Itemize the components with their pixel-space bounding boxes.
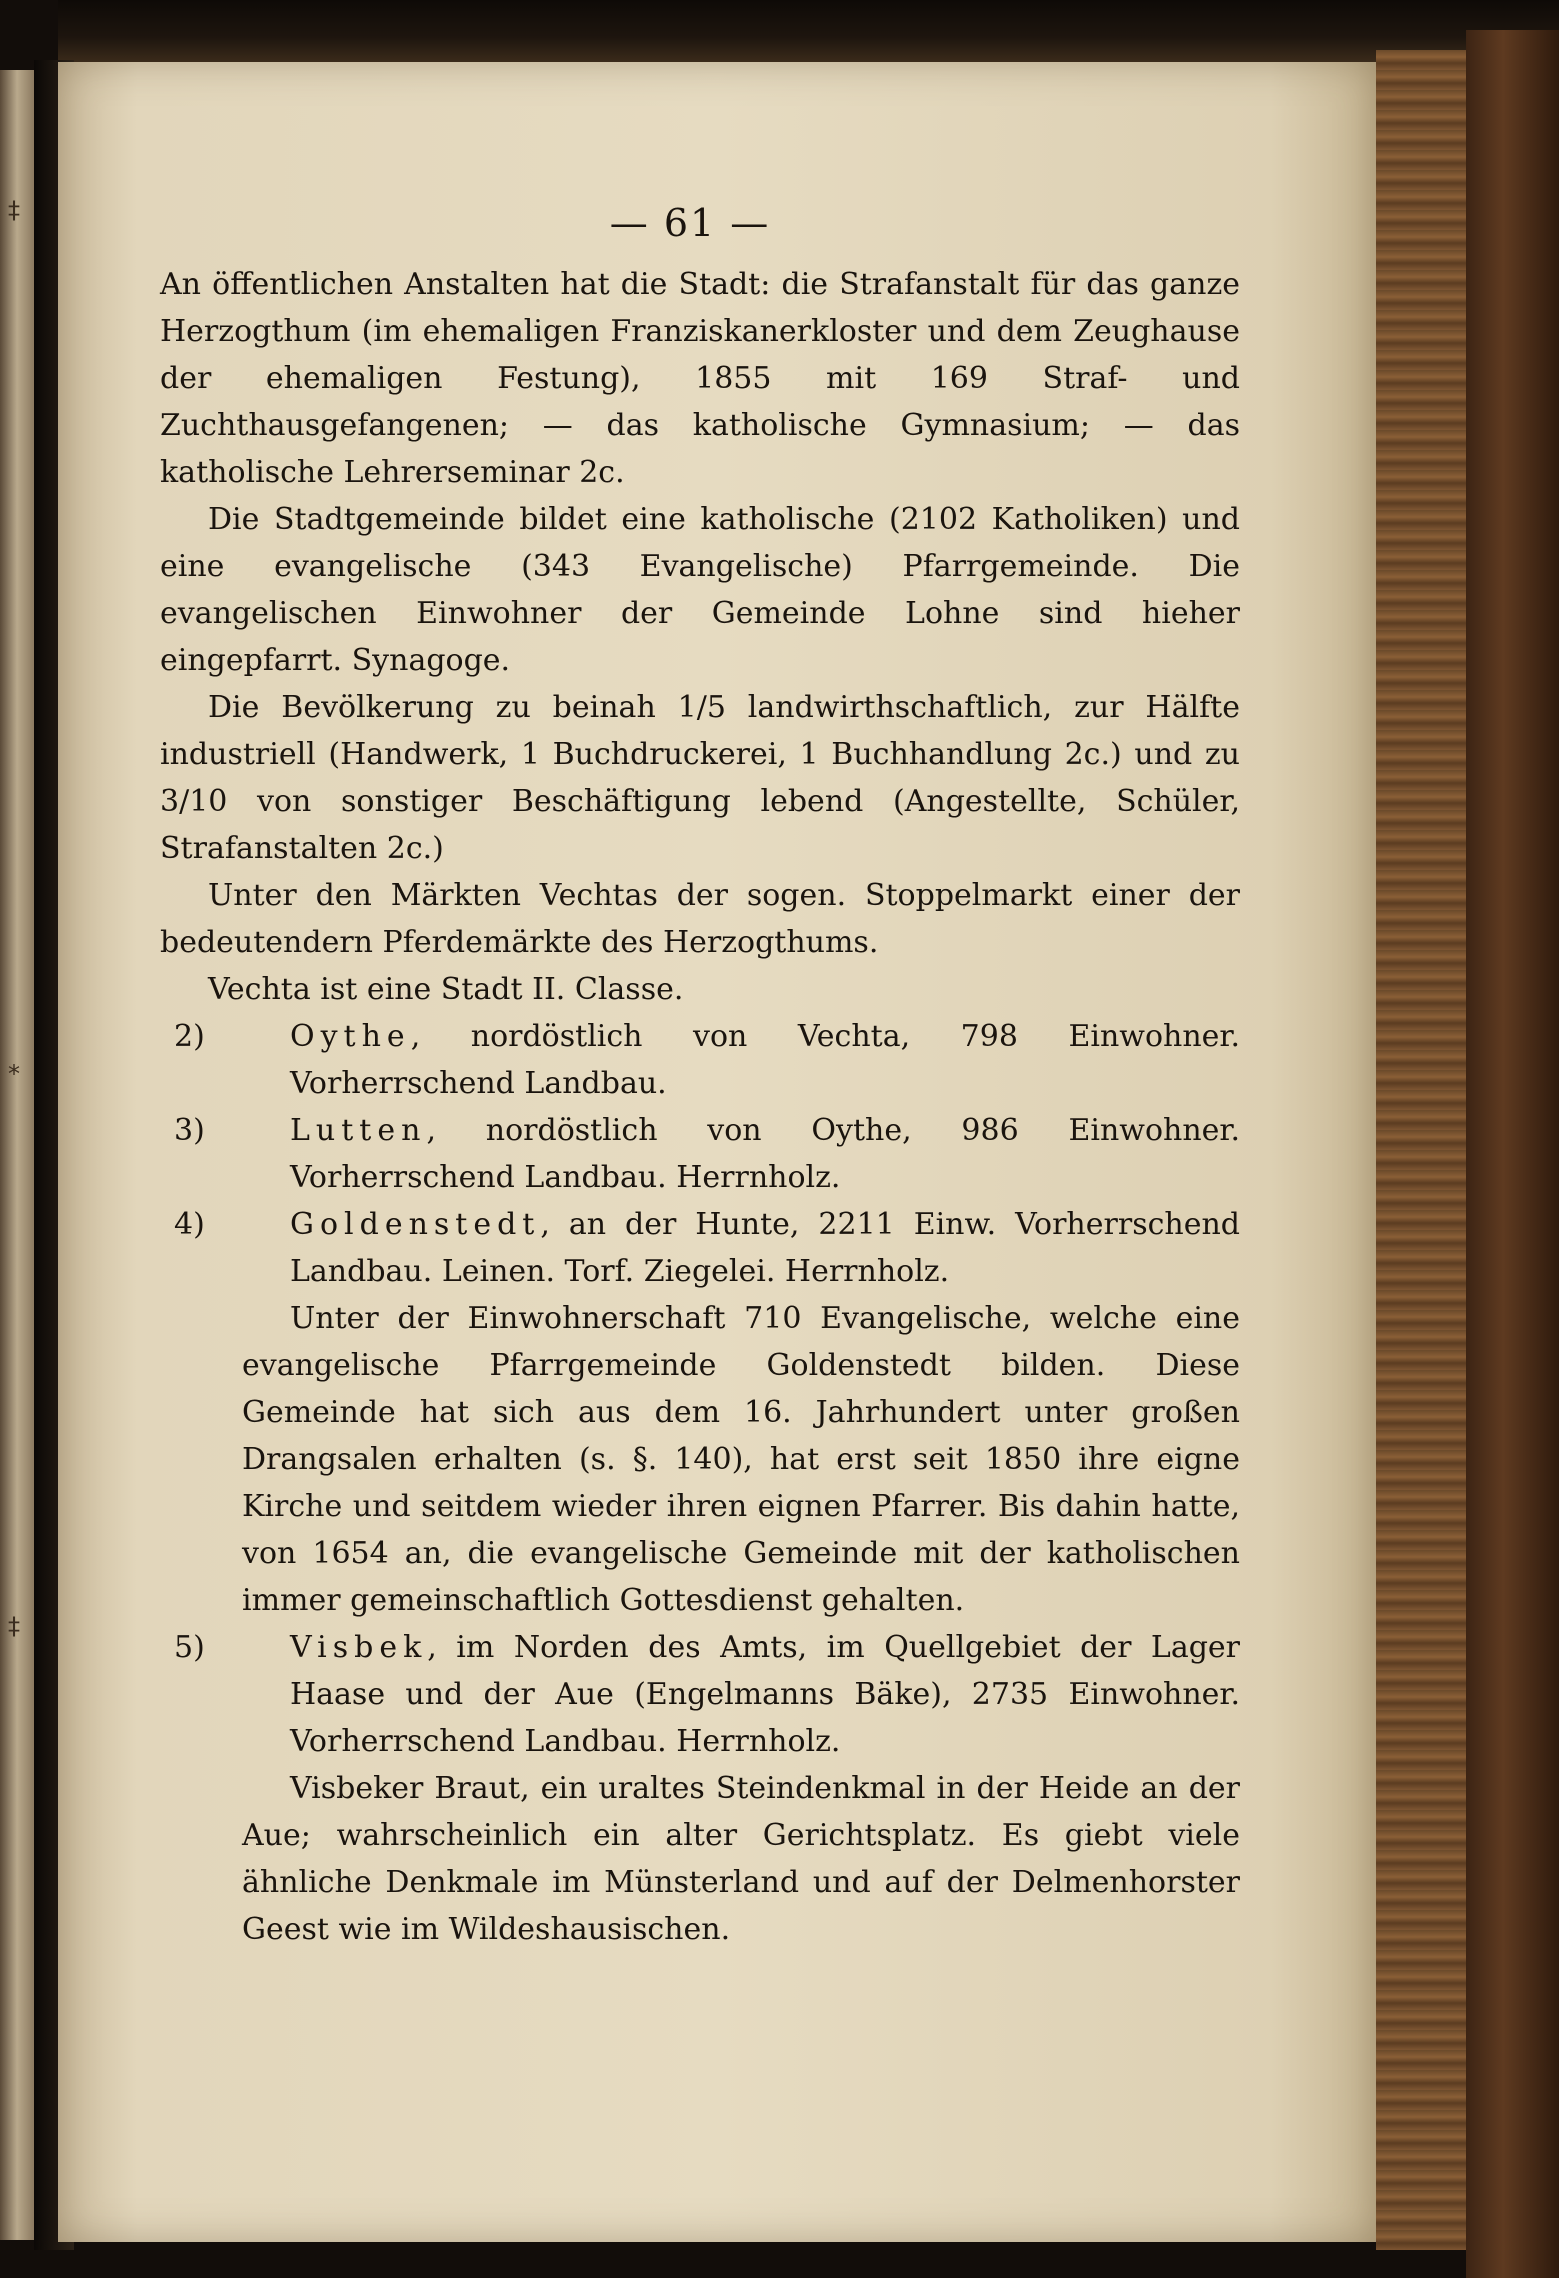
paragraph-visbeker-braut: Visbeker Braut, ein uraltes Steindenkmal in der Heide an der Aue; wahrscheinlich ein alter Gerichtsplatz. Es giebt viele ähnliche Denkmale im Münsterland und auf der Delmenhorster Geest wie im Wildeshausischen.: [242, 1771, 1240, 1947]
entry-goldenstedt: [160, 1201, 1240, 1295]
paragraph-town-class: Vechta ist eine Stadt II. Classe.: [208, 972, 684, 1007]
page-number: — 61 —: [609, 201, 771, 245]
entry-oythe: [160, 1013, 1240, 1107]
margin-mark: ‡: [8, 196, 20, 224]
entry-text: , im Norden des Amts, im Quellgebiet der Lager Haase und der Aue (Engelmanns Bäke), 2735 Einwohner. Vorherrschend Landbau. Herrnholz.: [290, 1630, 1240, 1759]
paragraph-institutions: An öffentlichen Anstalten hat die Stadt: die Strafanstalt für das ganze Herzogthum (im ehemaligen Franziskanerkloster und dem Zeughause der ehemaligen Festung), 1855 mit 169 Straf- und Zuchthausgefangenen; — das katholische Gymnasium; — das katholische Lehrerseminar 2c.: [160, 267, 1240, 490]
margin-mark: *: [8, 1060, 20, 1088]
margin-mark: ‡: [8, 1612, 20, 1640]
entry-name: Lutten: [290, 1113, 427, 1148]
entry-name: Visbek: [290, 1630, 428, 1665]
entry-number: 3): [174, 1113, 205, 1148]
page-text: [160, 200, 1240, 1953]
entry-text: , an der Hunte, 2211 Einw. Vorherrschend Landbau. Leinen. Torf. Ziegelei. Herrnholz.: [290, 1207, 1240, 1289]
left-page-edge: [0, 70, 34, 2240]
paragraph-population: Die Bevölkerung zu beinah 1/5 landwirthschaftlich, zur Hälfte industriell (Handwerk, 1 Buchdruckerei, 1 Buchhandlung 2c.) und zu 3/10 von sonstiger Beschäftigung lebend (Angestellte, Schüler, Strafanstalten 2c.): [160, 690, 1240, 866]
paragraph-markets: Unter den Märkten Vechtas der sogen. Stoppelmarkt einer der bedeutendern Pferdemärkte des Herzogthums.: [160, 878, 1240, 960]
top-shadow: [58, 0, 1559, 62]
page-edges-marbled: [1376, 50, 1466, 2250]
paragraph-parishes: Die Stadtgemeinde bildet eine katholische (2102 Katholiken) und eine evangelische (343 Evangelische) Pfarrgemeinde. Die evangelischen Einwohner der Gemeinde Lohne sind hieher eingepfarrt. Synagoge.: [160, 502, 1240, 678]
paragraph-goldenstedt-history: Unter der Einwohnerschaft 710 Evangelische, welche eine evangelische Pfarrgemeinde Goldenstedt bilden. Diese Gemeinde hat sich aus dem 16. Jahrhundert unter großen Drangsalen erhalten (s. §. 140), hat erst seit 1850 ihre eigne Kirche und seitdem wieder ihren eignen Pfarrer. Bis dahin hatte, von 1654 an, die evangelische Gemeinde mit der katholischen immer gemeinschaftlich Gottesdienst gehalten.: [242, 1301, 1240, 1618]
entry-visbek: [160, 1624, 1240, 1765]
entry-text: , nordöstlich von Oythe, 986 Einwohner. Vorherrschend Landbau. Herrnholz.: [290, 1113, 1240, 1195]
entry-name: Goldenstedt: [290, 1207, 541, 1242]
book-cover: [1466, 30, 1559, 2278]
entry-number: 5): [174, 1630, 205, 1665]
entry-name: Oythe: [290, 1019, 411, 1054]
entry-number: 2): [174, 1019, 205, 1054]
entry-text: , nordöstlich von Vechta, 798 Einwohner. Vorherrschend Landbau.: [290, 1019, 1240, 1101]
entry-lutten: [160, 1107, 1240, 1201]
entry-number: 4): [174, 1207, 205, 1242]
